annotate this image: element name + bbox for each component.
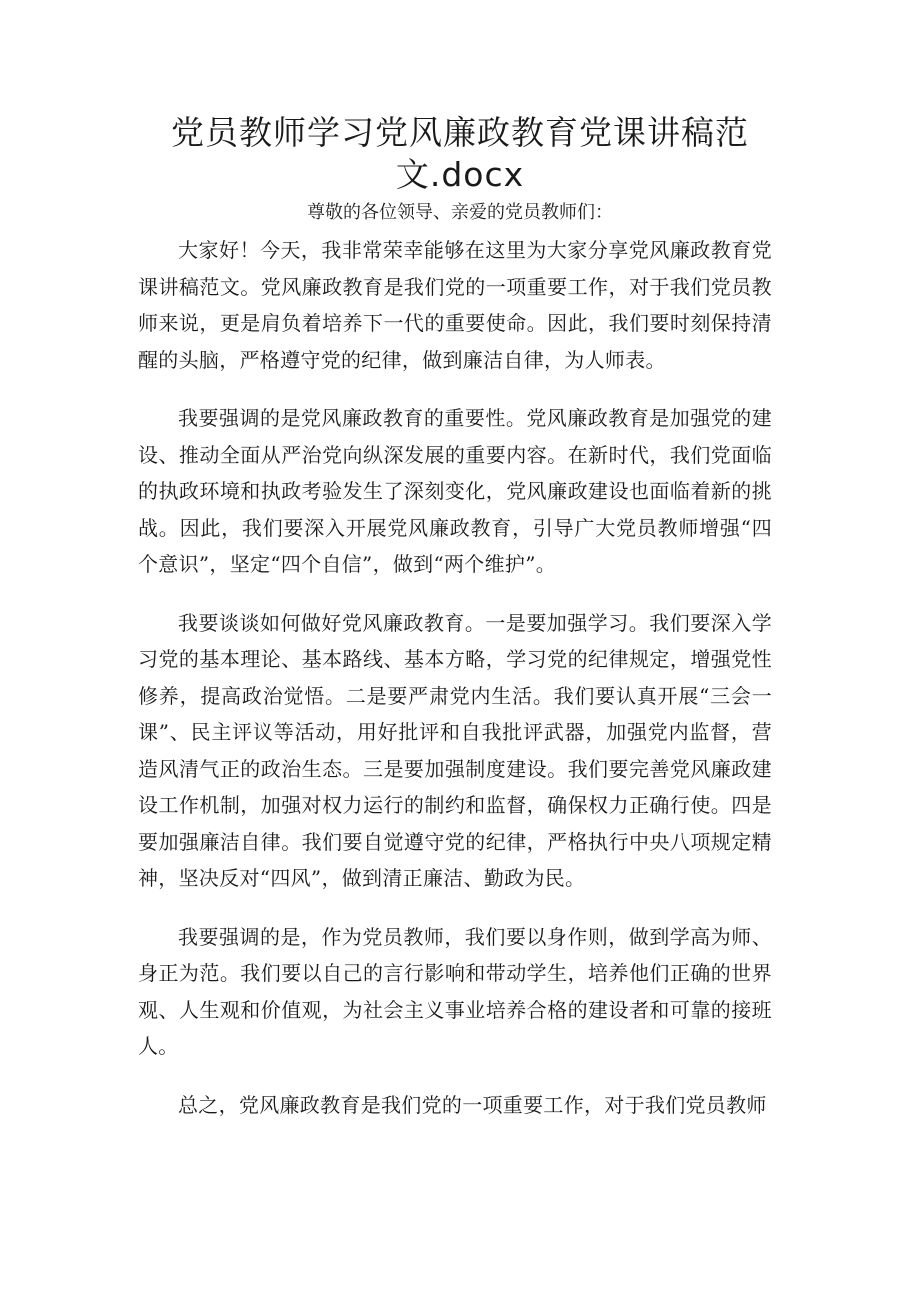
paragraph-1: 大家好！今天，我非常荣幸能够在这里为大家分享党风廉政教育党课讲稿范文。党风廉政教育是我们党的一项重要工作，对于我们党员教师来说，更是肩负着培养下一代的重要使命。因此，我们要时刻保持清醒的头脑，严格遵守党的纪律，做到廉洁自律，为人师表。	[138, 238, 772, 372]
document-body	[138, 232, 772, 1145]
paragraph-3: 我要谈谈如何做好党风廉政教育。一是要加强学习。我们要深入学习党的基本理论、基本路线、基本方略，学习党的纪律规定，增强党性修养，提高政治觉悟。二是要严肃党内生活。我们要认真开展“三会一课”、民主评议等活动，用好批评和自我批评武器，加强党内监督，营造风清气正的政治生态。三是要加强制度建设。我们要完善党风廉政建设工作机制，加强对权力运行的制约和监督，确保权力正确行使。四是要加强廉洁自律。我们要自觉遵守党的纪律，严格执行中央八项规定精神，坚决反对“四风”，做到清正廉洁、勤政为民。	[138, 610, 772, 890]
paragraph-5: 总之，党风廉政教育是我们党的一项重要工作，对于我们党员教师	[178, 1092, 767, 1117]
document-title-line-2: 文.docx	[395, 155, 525, 194]
paragraph-4: 我要强调的是，作为党员教师，我们要以身作则，做到学高为师、身正为范。我们要以自己的言行影响和带动学生，培养他们正确的世界观、人生观和价值观，为社会主义事业培养合格的建设者和可靠的接班人。	[138, 924, 772, 1058]
document-title-line-1: 党员教师学习党风廉政教育党课讲稿范	[171, 113, 749, 152]
salutation: 尊敬的各位领导、亲爱的党员教师们：	[307, 202, 613, 223]
paragraph-2: 我要强调的是党风廉政教育的重要性。党风廉政教育是加强党的建设、推动全面从严治党向纵深发展的重要内容。在新时代，我们党面临的执政环境和执政考验发生了深刻变化，党风廉政建设也面临着新的挑战。因此，我们要深入开展党风廉政教育，引导广大党员教师增强“四个意识”，坚定“四个自信”，做到“两个维护”。	[138, 406, 772, 576]
